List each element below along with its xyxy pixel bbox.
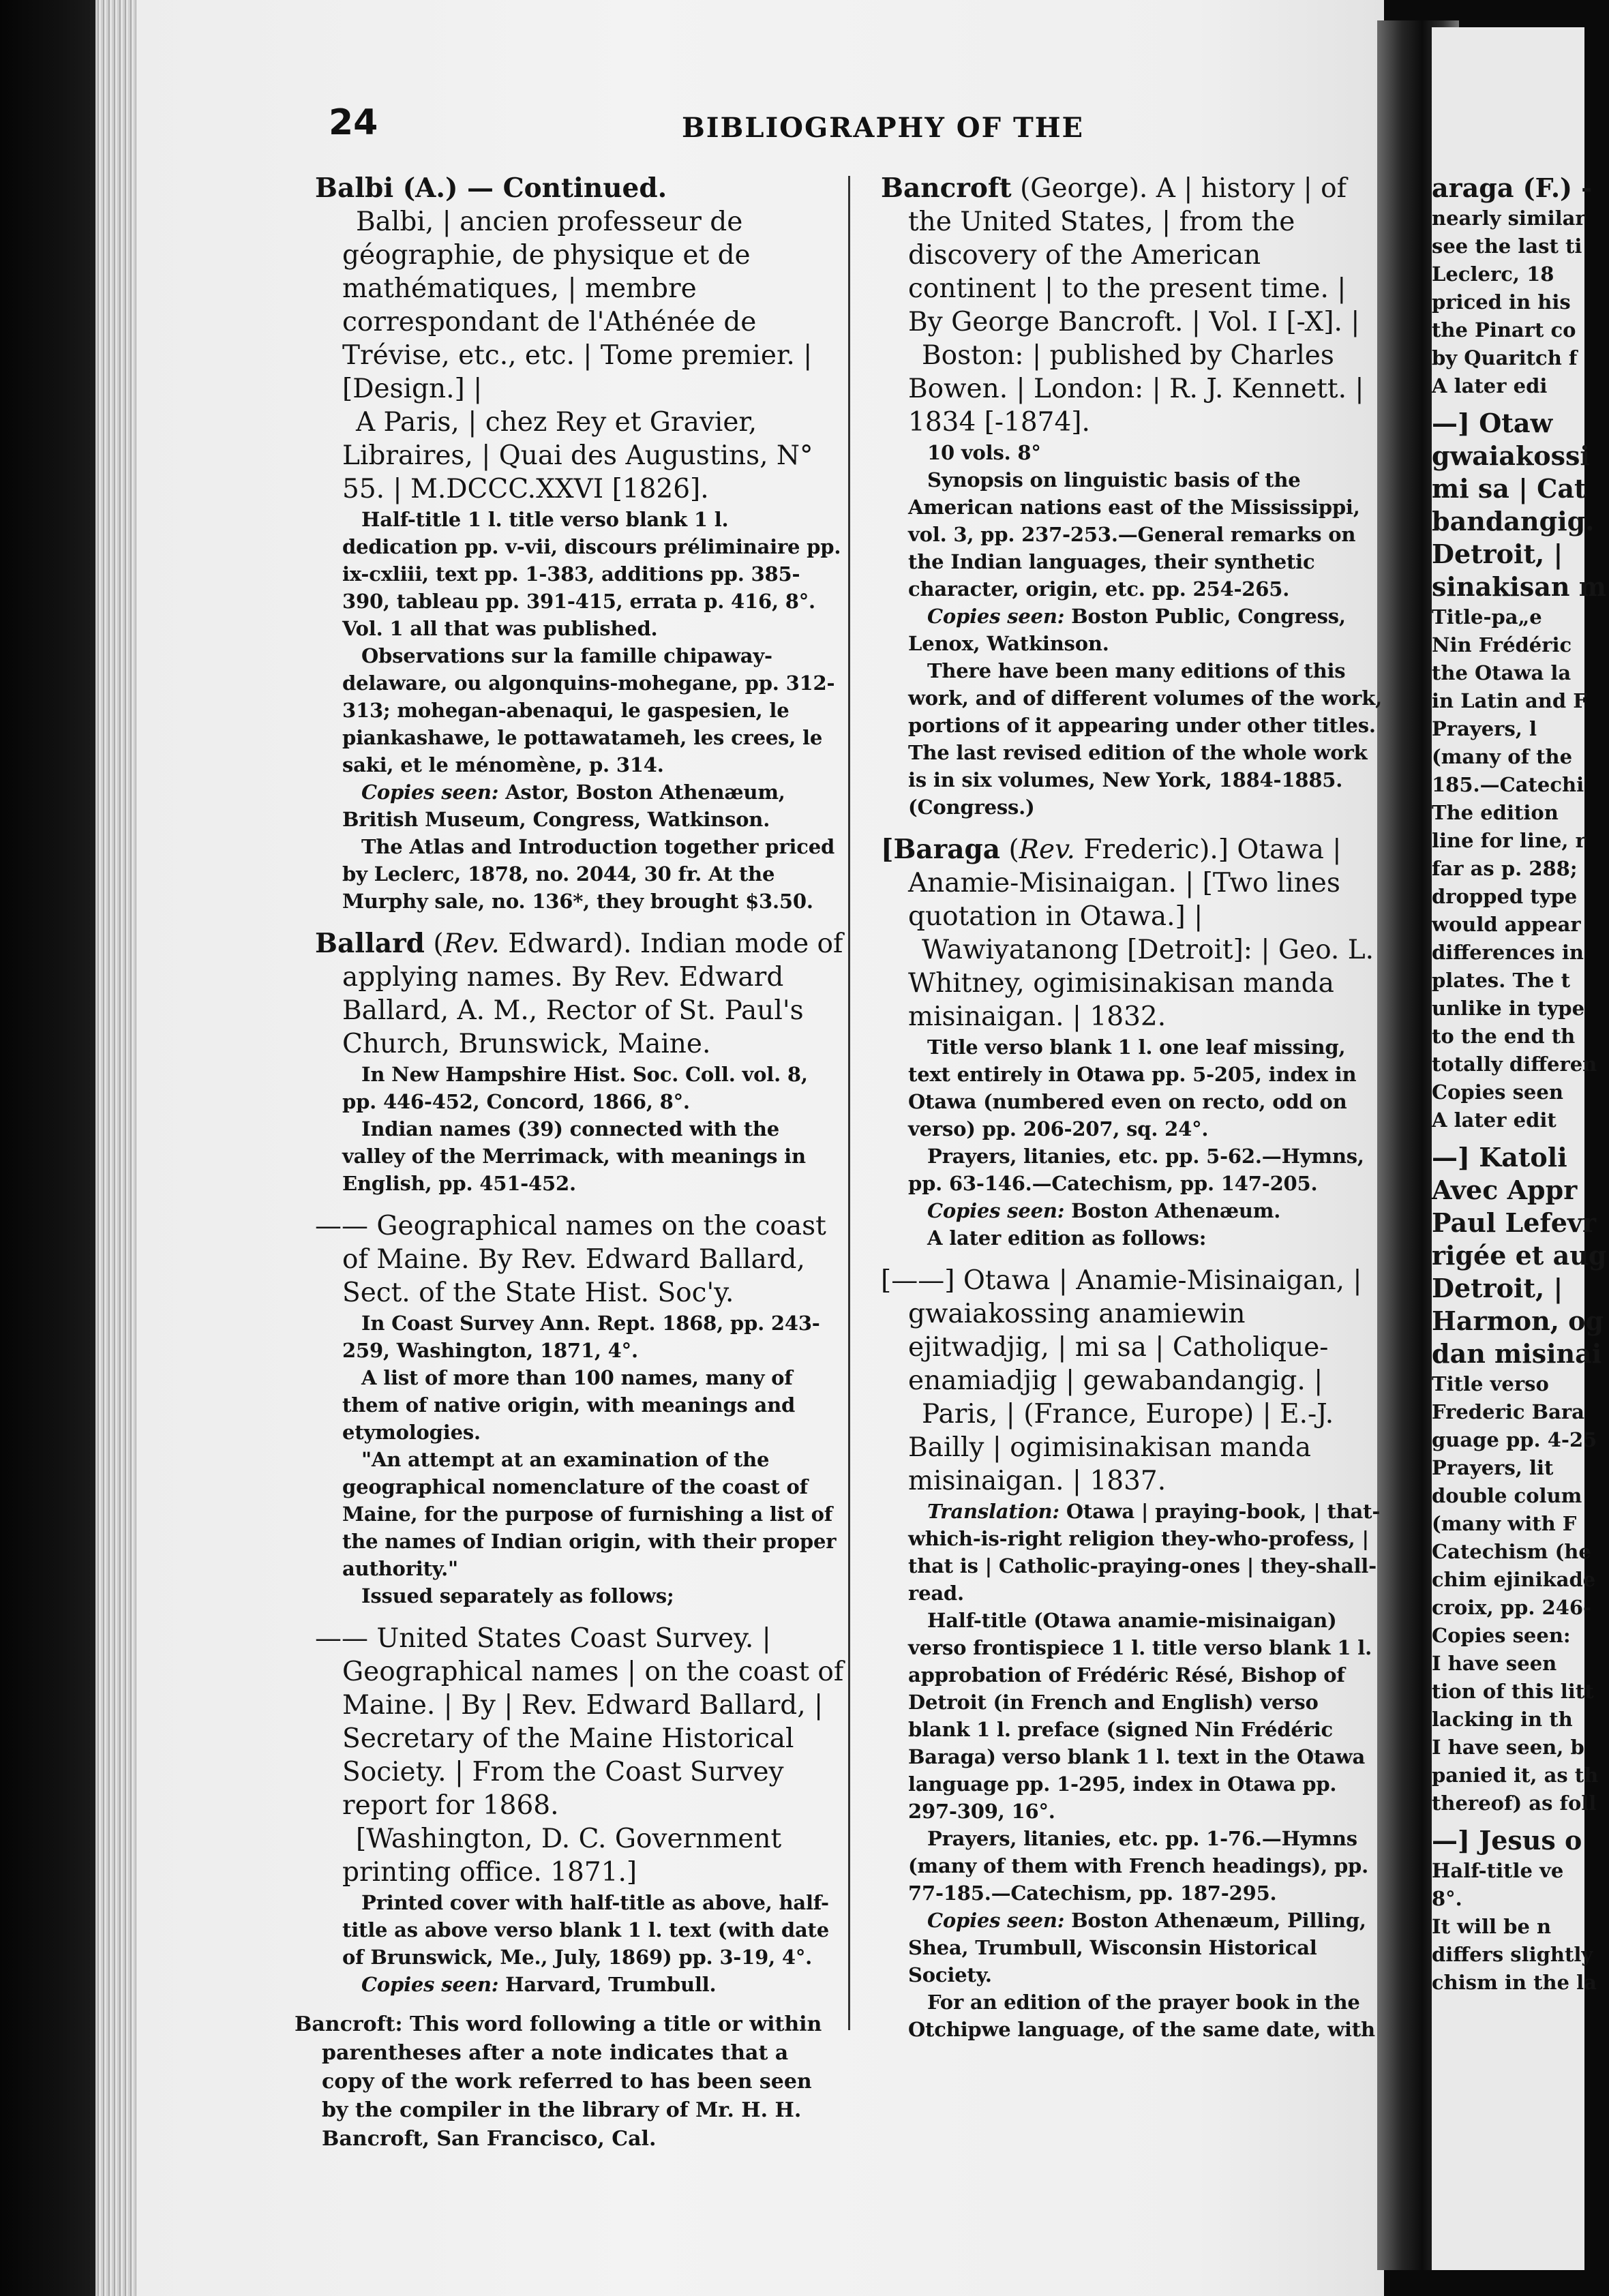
entry-collation: Printed cover with half-title as above, half-title as above verso blank 1 l. text (with date of Brunswick, Me., July, 1869) pp. 3-19, 4°. [342,1891,830,1969]
facing-page-line: rigée et aug [1432,1240,1607,1271]
facing-page-line: —] Katoli [1432,1142,1567,1173]
middle-column [881,172,1385,2055]
entry-imprint: Boston: | published by Charles Bowen. | London: | R. J. Kennett. | 1834 [-1874]. [908,340,1364,438]
facing-page-column [1432,172,1609,1997]
facing-page-line: The edition [1432,801,1559,824]
entry-note: There have been many editions of this work, and of different volumes of the work, portions of it appearing under other titles. The last revised edition of the whole work is in six volumes, New York, 1884-1885. (Congress.) [908,659,1383,819]
facing-page-line: I have seen, b [1432,1736,1584,1759]
entry-heading: Bancroft (George). A | history | of the United States, | from the discovery of the American continent | to the present time. | By George Bancroft. | Vol. I [-X]. | [881,172,1360,337]
copies-seen: Copies seen: Boston Athenæum, Pilling, Shea, Trumbull, Wisconsin Historical Society. [908,1909,1366,1987]
entry-note: Synopsis on linguistic basis of the American nations east of the Mississippi, vol. 3, pp. 237-253.—General remarks on the Indian languages, their synthetic character, origin, etc. pp. 254-265. [908,468,1360,601]
entry-collation: Title verso blank 1 l. one leaf missing, text entirely in Otawa pp. 5-205, index in Otawa (numbered even on recto, odd on verso) pp. 206-207, sq. 24°. [908,1036,1357,1141]
facing-page-line: A later edit [1432,1108,1557,1132]
entry-note: A later edition as follows: [927,1226,1207,1250]
entry-note: Prayers, litanies, etc. pp. 1-76.—Hymns (many of them with French headings), pp. 77-185.—Catechism, pp. 187-295. [908,1827,1369,1905]
facing-page-line: tion of this litt [1432,1680,1594,1703]
facing-page-line: in Latin and F [1432,689,1587,712]
facing-page-line: (many with F [1432,1512,1577,1535]
left-column [295,172,844,2154]
scan-dark-margin [0,0,102,2296]
facing-page-line: Title-pa„e [1432,605,1542,629]
entry-bancroft [881,172,1385,821]
facing-page-line: Detroit, | [1432,539,1563,569]
facing-page-line: (many of the [1432,745,1573,768]
facing-page-line: Catechism (he [1432,1540,1591,1563]
entry-heading: [——] Otawa | Anamie-Misinaigan, | gwaiakossing anamiewin ejitwadjig, | mi sa | Catholique-enamiadjig | gewabandangig. | [881,1265,1362,1396]
facing-page-line: priced in his [1432,290,1571,314]
entry-heading: —— Geographical names on the coast of Maine. By Rev. Edward Ballard, Sect. of the State Hist. Soc'y. [315,1211,826,1308]
entry-note: A list of more than 100 names, many of them of native origin, with meanings and etymologies. [342,1366,796,1444]
facing-page-line: the Otawa la [1432,661,1572,684]
facing-page-line: dropped type [1432,885,1578,908]
entry-balbi [315,172,844,915]
facing-page-line: Copies seen: [1432,1624,1571,1647]
entry-translation: Translation: Otawa | praying-book, | that-which-is-right religion they-who-profess, | that is | Catholic-praying-ones | they-shall-read. [908,1500,1381,1605]
entry-imprint: Wawiyatanong [Detroit]: | Geo. L. Whitney, ogimisinakisan manda misinaigan. | 1832. [908,935,1374,1032]
facing-page-line: gwaiakossi [1432,440,1590,471]
entry-volumes: 10 vols. 8° [927,441,1041,464]
entry-imprint: [Washington, D. C. Government printing office. 1871.] [342,1824,782,1888]
facing-page-line: Nin Frédéric [1432,633,1572,656]
facing-page-line: totally differen [1432,1053,1597,1076]
facing-page-line: Avec Appr [1432,1175,1578,1205]
entry-heading: [Baraga (Rev. Frederic).] Otawa | Anamie-Misinaigan. | [Two lines quotation in Otawa.] | [881,834,1342,932]
entry-note: Prayers, litanies, etc. pp. 5-62.—Hymns, pp. 63-146.—Catechism, pp. 147-205. [908,1145,1364,1195]
facing-page-line: I have seen [1432,1652,1557,1675]
entry-source: In New Hampshire Hist. Soc. Coll. vol. 8, pp. 446-452, Concord, 1866, 8°. [342,1063,808,1113]
facing-page-line: Copies seen [1432,1081,1563,1104]
facing-page-line: bandangig. [1432,506,1595,537]
facing-page-line: chism in the la [1432,1971,1597,1994]
facing-page-line: see the last ti [1432,235,1582,258]
entry-collation: Half-title 1 l. title verso blank 1 l. dedication pp. v-vii, discours préliminaire pp. ix-cxliii, text pp. 1-383, additions pp. 385-390, tableau pp. 391-415, errata p. 416, 8°. Vol. 1 all that was published. [342,508,841,640]
facing-page-line: Paul Lefevr [1432,1207,1596,1238]
running-head: BIBLIOGRAPHY OF THE [682,112,1085,144]
entry-baraga-1832 [881,833,1385,1252]
entry-heading: Balbi (A.) — Continued. [315,172,667,204]
facing-page-line: mi sa | Cat [1432,473,1587,504]
entry-heading: Ballard (Rev. Edward). Indian mode of applying names. By Rev. Edward Ballard, A. M., Rector of St. Paul's Church, Brunswick, Maine. [315,928,843,1059]
facing-page-line: Detroit, | [1432,1273,1563,1303]
entry-note: The Atlas and Introduction together priced by Leclerc, 1878, no. 2044, 30 fr. At the Murphy sale, no. 136*, they brought $3.50. [342,835,835,913]
copies-seen: Copies seen: Harvard, Trumbull. [361,1973,717,1996]
facing-page-line: —] Jesus o [1432,1825,1582,1856]
facing-page-line: 8°. [1432,1887,1462,1910]
facing-page-line: the Pinart co [1432,318,1576,342]
facing-page-line: guage pp. 4-25 [1432,1428,1597,1451]
facing-page-line: croix, pp. 246- [1432,1596,1592,1619]
page-header [0,102,1584,150]
facing-page-line: araga (F.) - [1432,172,1593,203]
page-edges [95,0,139,2296]
facing-page-line: plates. The t [1432,969,1571,992]
facing-page-line: nearly similar [1432,207,1586,230]
entry-note: For an edition of the prayer book in the Otchipwe language, of the same date, with [908,1991,1375,2041]
facing-page-line: sinakisan m [1432,571,1606,602]
facing-page-line: chim ejinikade [1432,1568,1596,1591]
entry-note: Issued separately as follows; [361,1584,674,1607]
facing-page-line: unlike in type [1432,997,1585,1020]
facing-page-line: to the end th [1432,1025,1576,1048]
facing-page-line: would appear [1432,913,1581,936]
entry-baraga-1837 [881,1264,1385,2043]
copies-seen: Copies seen: Astor, Boston Athenæum, British Museum, Congress, Watkinson. [342,781,785,831]
entry-ballard-coast-survey [315,1622,844,1998]
facing-page-line: It will be n [1432,1915,1552,1938]
facing-page-line: —] Otaw [1432,408,1553,438]
entry-ballard-geographical [315,1209,844,1610]
facing-page-line: panied it, as th [1432,1764,1599,1787]
copies-seen: Copies seen: Boston Athenæum. [927,1199,1281,1222]
facing-page-line: A later edi [1432,374,1548,397]
entry-collation: Half-title (Otawa anamie-misinaigan) verso frontispiece 1 l. title verso blank 1 l. approbation of Frédéric Résé, Bishop of Detroit (in French and English) verso blank 1 l. preface (signed Nin Frédéric Baraga) verso blank 1 l. text in the Otawa language pp. 1-295, index in Otawa pp. 297-309, 16°. [908,1609,1372,1823]
entry-note: Indian names (39) connected with the valley of the Merrimack, with meanings in English, pp. 451-452. [342,1117,806,1195]
facing-page-line: differences in [1432,941,1584,964]
facing-page-line: Frederic Bara [1432,1400,1584,1423]
bancroft-definition: Bancroft: This word following a title or within parentheses after a note indicates that a copy of the work referred to has been seen by the compiler in the library of Mr. H. H. Bancroft, San Francisco, Cal. [295,2012,822,2151]
facing-page-line: differs slightly [1432,1943,1593,1966]
facing-page-line: line for line, r [1432,829,1586,852]
entry-quote: "An attempt at an examination of the geographical nomenclature of the coast of Maine, for the purpose of furnishing a list of the names of Indian origin, with their proper authority." [342,1448,837,1580]
page-number: 24 [329,102,378,143]
column-rule [848,176,850,2030]
facing-page-line: Harmon, og [1432,1305,1604,1336]
copies-seen: Copies seen: Boston Public, Congress, Lenox, Watkinson. [908,605,1346,655]
entry-imprint: A Paris, | chez Rey et Gravier, Libraires, | Quai des Augustins, N° 55. | M.DCCC.XXVI [1826]. [342,407,813,504]
entry-note: Observations sur la famille chipaway-delaware, ou algonquins-mohegane, pp. 312-313; mohegan-abenaqui, le gaspesien, le piankashawe, le pottawatameh, les crees, le saki, et le ménomène, p. 314. [342,644,835,776]
facing-page-line: Prayers, l [1432,717,1537,740]
facing-page-line: thereof) as foll [1432,1792,1597,1815]
facing-page-line: by Quaritch f [1432,346,1578,369]
facing-page-line: lacking in th [1432,1708,1573,1731]
facing-page-line: Title verso [1432,1372,1549,1395]
entry-imprint: Paris, | (France, Europe) | E.-J. Bailly | ogimisinakisan manda misinaigan. | 1837. [908,1399,1334,1496]
facing-page-line: double colum [1432,1484,1582,1507]
entry-source: In Coast Survey Ann. Rept. 1868, pp. 243-259, Washington, 1871, 4°. [342,1312,820,1362]
entry-heading: —— United States Coast Survey. | Geographical names | on the coast of Maine. | By | Rev. Edward Ballard, | Secretary of the Maine Historical Society. | From the Coast Survey report for 1868. [315,1623,844,1821]
facing-page-line: far as p. 288; [1432,857,1578,880]
facing-page-line: Prayers, lit [1432,1456,1554,1479]
facing-page-line: Leclerc, 18 [1432,262,1554,286]
facing-page-line: 185.—Catechi [1432,773,1584,796]
facing-page-line: dan misinai [1432,1338,1602,1369]
entry-title: Balbi, | ancien professeur de géographie, de physique et de mathématiques, | membre correspondant de l'Athénée de Trévise, etc., etc. | Tome premier. | [Design.] | [342,207,813,404]
facing-page-line: Half-title ve [1432,1859,1564,1882]
entry-ballard [315,927,844,1197]
